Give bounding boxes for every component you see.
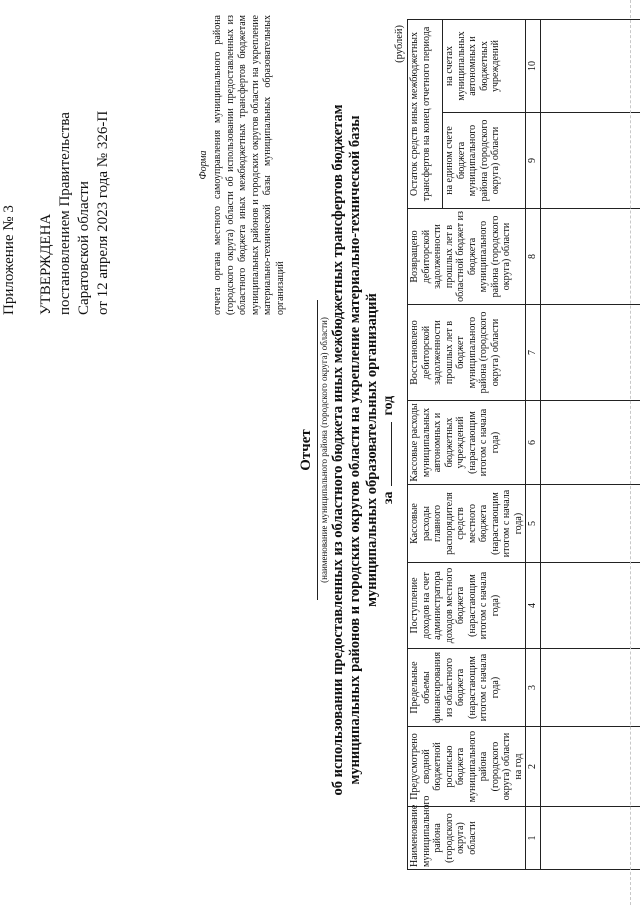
table-cell — [541, 209, 640, 305]
header-municipality: Наименование муниципального района (городского округа) области — [408, 807, 526, 870]
report-title-block — [298, 25, 397, 875]
table-empty-row — [541, 20, 640, 870]
header-balance-group: Остаток средств иных межбюджетных трансфертов на конец отчетного периода — [408, 20, 443, 209]
year-blank — [391, 422, 392, 486]
header-cash-expenses-institutions: Кассовые расходы муниципальных автономных и бюджетных учреждений (нарастающим итогом с начала года) — [408, 401, 526, 485]
report-heading-line-2: муниципальных районов и городских округов области на укрепление материально-технической базы — [347, 115, 363, 785]
table-header-row — [408, 20, 443, 870]
resolution-line-3: от 12 апреля 2023 года № 326-П — [95, 110, 111, 315]
header-balance-single-account: на едином счете бюджета муниципального района (городского округа) области — [443, 113, 526, 209]
report-heading-line-1: об использовании предоставленных из областного бюджета иных межбюджетных трансфертов бюджетам — [330, 104, 346, 796]
table-cell — [541, 563, 640, 649]
municipality-caption: (наименование муниципального района (городского округа) области) — [317, 300, 329, 600]
resolution-line-1: постановлением Правительства — [57, 112, 73, 315]
col-number: 1 — [526, 807, 541, 870]
col-number: 7 — [526, 305, 541, 401]
header-balance-institution-accounts: на счетах муниципальных автономных и бюджетных учреждений — [443, 20, 526, 113]
col-number: 9 — [526, 113, 541, 209]
col-number: 3 — [526, 649, 541, 727]
appendix-number: Приложение № 3 — [1, 205, 17, 315]
header-restored-debt: Восстановлено дебиторской задолженности прошлых лет в бюджет муниципального района (городского округа) области — [408, 305, 526, 401]
col-number: 2 — [526, 727, 541, 807]
header-revenue-receipt: Поступление доходов на счет администратора доходов местного бюджета (нарастающим итогом с начала года) — [408, 563, 526, 649]
col-number: 6 — [526, 401, 541, 485]
report-heading-line-3: муниципальных образовательных организаций — [364, 293, 380, 607]
table-cell — [541, 401, 640, 485]
header-returned-debt: Возвращено дебиторской задолженности прошлых лет в областной бюджет из бюджета муниципального района (городского округа) области — [408, 209, 526, 305]
form-label: Форма — [198, 150, 209, 180]
table-cell — [541, 113, 640, 209]
col-number: 10 — [526, 20, 541, 113]
table-cell — [541, 20, 640, 113]
table-cell — [541, 305, 640, 401]
period-prefix: за — [381, 491, 396, 505]
table-number-row — [526, 20, 541, 870]
table-cell — [541, 727, 640, 807]
scan-edge-line — [630, 0, 631, 905]
col-number: 4 — [526, 563, 541, 649]
col-number: 8 — [526, 209, 541, 305]
col-number: 5 — [526, 485, 541, 563]
header-planned: Предусмотрено сводной бюджетной росписью бюджета муниципального района (городского округа) области на год — [408, 727, 526, 807]
report-table — [407, 19, 640, 870]
table-cell — [541, 649, 640, 727]
header-financing-limits: Предельные объемы финансирования из областного бюджета (нарастающим итогом с начала года) — [408, 649, 526, 727]
report-title: Отчет — [298, 429, 314, 471]
report-period — [381, 25, 397, 875]
approved-label: УТВЕРЖДЕНА — [38, 213, 54, 315]
units-label: (рублей) — [394, 25, 405, 63]
period-suffix: год — [381, 395, 396, 416]
resolution-line-2: Саратовской области — [76, 181, 92, 315]
form-description: отчета органа местного самоуправления муниципального района (городского округа) области об использовании предоставленных из областного бюджета иных межбюджетных трансфертов бюджетам муниципальных районов и городских округов области на укрепление материально-технической базы муниципальных образовательных организаций — [212, 15, 286, 315]
table-cell — [541, 807, 640, 870]
header-cash-expenses-main: Кассовые расходы главного распорядителя средств местного бюджета (нарастающим итогом с начала года) — [408, 485, 526, 563]
approval-stamp — [0, 15, 113, 315]
table-cell — [541, 485, 640, 563]
